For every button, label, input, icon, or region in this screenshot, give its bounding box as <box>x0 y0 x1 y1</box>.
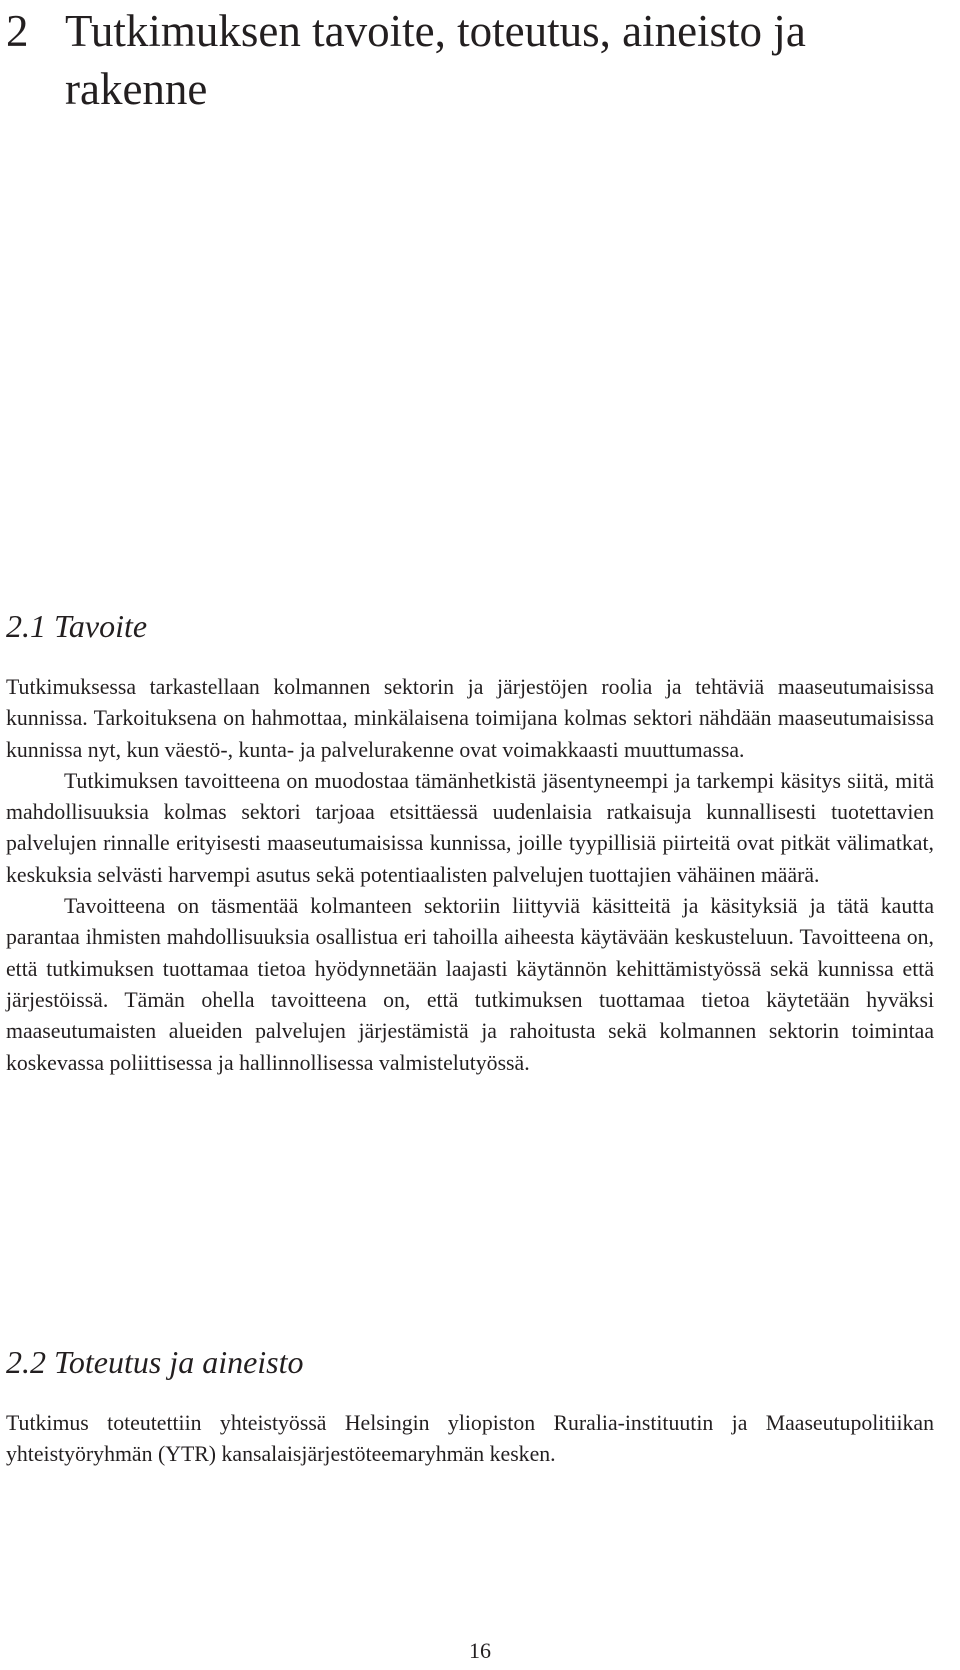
section-body-tavoite <box>6 672 934 1079</box>
paragraph: Tutkimuksessa tarkastellaan kolmannen sektorin ja järjestöjen roolia ja tehtäviä maaseutumaisissa kunnissa. Tarkoituksena on hahmottaa, minkälaisena toimijana kolmas sektori nähdään maaseutumaisissa kunnissa nyt, kun väestö-, kunta- ja palvelurakenne ovat voimakkaasti muuttumassa. <box>6 675 934 762</box>
chapter-number: 2 <box>6 6 29 56</box>
section-heading-toteutus-ja-aineisto: 2.2 Toteutus ja aineisto <box>6 1344 304 1380</box>
paragraph: Tutkimus toteutettiin yhteistyössä Helsingin yliopiston Ruralia-instituutin ja Maaseutupolitiikan yhteistyöryhmän (YTR) kansalaisjärjestöteemaryhmän kesken. <box>6 1411 934 1467</box>
paragraph: Tutkimuksen tavoitteena on muodostaa tämänhetkistä jäsentyneempi ja tarkempi käsitys siitä, mitä mahdollisuuksia kolmas sektori tarjoaa etsittäessä uudenlaisia ratkaisuja kunnallisesti tuotettavien palvelujen rinnalle erityisesti maaseutumaisissa kunnissa, joille tyypillisiä piirteitä ovat pitkät välimatkat, keskuksia selvästi harvempi asutus sekä potentiaalisten palvelujen tuottajien vähäinen määrä. <box>6 768 934 887</box>
section-heading-tavoite: 2.1 Tavoite <box>6 608 148 644</box>
chapter-title <box>6 2 906 118</box>
section-body-toteutus-ja-aineisto <box>6 1408 934 1471</box>
paragraph: Tavoitteena on täsmentää kolmanteen sektoriin liittyviä käsitteitä ja käsityksiä ja tätä kautta parantaa ihmisten mahdollisuuksia osallistua eri tahoilla aiheesta käytävään keskusteluun. Tavoitteena on, että tutkimuksen tuottamaa tietoa hyödynnetään laajasti käytännön kehittämistyössä sekä kunnissa että järjestöissä. Tämän ohella tavoitteena on, että tutkimuksen tuottamaa tietoa käytetään hyväksi maaseutumaisten alueiden palvelujen järjestämistä ja rahoitusta sekä kolmannen sektorin toimintaa koskevassa poliittisessa ja hallinnollisessa valmistelutyössä. <box>6 894 934 1075</box>
chapter-title-text: Tutkimuksen tavoite, toteutus, aineisto ja rakenne <box>65 6 806 114</box>
page-number: 16 <box>469 1638 491 1663</box>
